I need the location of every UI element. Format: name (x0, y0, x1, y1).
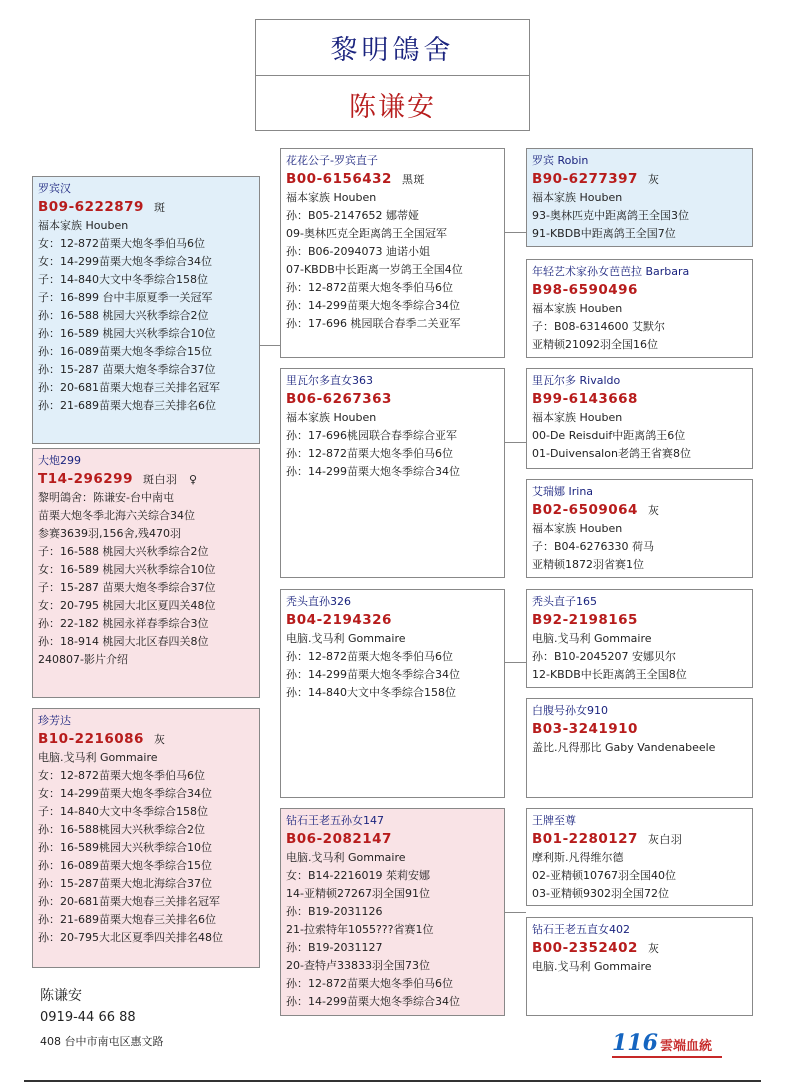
pedigree-line: 女：12-872苗栗大炮冬季伯马6位 (38, 237, 205, 250)
pigeon-name: 里瓦尔多 Rivaldo (532, 374, 621, 387)
pedigree-line: 孙：12-872苗栗大炮冬季伯马6位 (286, 447, 453, 460)
pedigree-line: 电脑.戈马利 Gommaire (286, 851, 406, 864)
pedigree-line: 子：B04-6276330 荷马 (532, 540, 654, 553)
pigeon-name: 大炮299 (38, 454, 81, 467)
pedigree-line: 子：16-588 桃园大兴秋季综合2位 (38, 545, 209, 558)
footer-name: 陈谦安 (40, 988, 82, 1004)
pedigree-line: 孙：20-681苗栗大炮春三关排名冠军 (38, 381, 220, 394)
logo-text: 雲端血統 (659, 1039, 712, 1054)
pedigree-line: 黎明鴿舍：陈谦安-台中南屯 (38, 491, 174, 504)
connector (505, 912, 526, 913)
pedigree-line: 孙：16-589 桃园大兴秋季综合10位 (38, 327, 216, 340)
loft-name: 黎明鴿舍 (256, 20, 529, 76)
pedigree-line: 09-奥林匹克全距离鸽王全国冠军 (286, 227, 447, 240)
ring-number: B04-2194326 (286, 612, 392, 628)
pedigree-line: 14-亚精顿27267羽全国91位 (286, 887, 430, 900)
divider (24, 1080, 761, 1082)
pedigree-line: 240807-影片介绍 (38, 653, 128, 666)
pedigree-header (255, 19, 530, 131)
pedigree-line: 孙：16-588 桃园大兴秋季综合2位 (38, 309, 209, 322)
pedigree-line: 孙：17-696桃园联合春季综合亚军 (286, 429, 457, 442)
pedigree-line: 盖比.凡得那比 Gaby Vandenabeele (532, 741, 716, 754)
pedigree-line: 福本家族 Houben (38, 219, 129, 232)
pedigree-subject (32, 448, 260, 698)
pedigree-line: 子：14-840大文中冬季综合158位 (38, 805, 208, 818)
connector (259, 345, 280, 346)
footer-address: 408 台中市南屯区惠文路 (40, 1035, 164, 1048)
pedigree-line: 02-亚精顿10767羽全国40位 (532, 869, 676, 882)
pedigree-line: 福本家族 Houben (532, 191, 623, 204)
pedigree-line: 孙：17-696 桃园联合春季二关亚军 (286, 317, 461, 330)
pedigree-line: 女：B14-2216019 茱莉安娜 (286, 869, 430, 882)
pedigree-line: 孙：14-299苗栗大炮冬季综合34位 (286, 465, 460, 478)
logo-number: 116 (612, 1030, 658, 1056)
pedigree-ancestor (526, 589, 753, 688)
pedigree-line: 孙：16-089苗栗大炮冬季综合15位 (38, 859, 212, 872)
pedigree-line: 孙：B10-2045207 安娜贝尔 (532, 650, 676, 663)
pedigree-line: 孙：14-299苗栗大炮冬季综合34位 (286, 995, 460, 1008)
pedigree-line: 电脑.戈马利 Gommaire (38, 751, 158, 764)
pigeon-name: 年轻艺术家孙女芭芭拉 Barbara (532, 265, 690, 278)
ring-number: B90-6277397 (532, 171, 638, 187)
pigeon-color: 灰白羽 (647, 833, 683, 846)
pedigree-line: 孙：16-589桃园大兴秋季综合10位 (38, 841, 212, 854)
ring-number: B06-2082147 (286, 831, 392, 847)
pedigree-line: 孙：14-840大文中冬季综合158位 (286, 686, 456, 699)
site-logo (612, 1030, 712, 1056)
pedigree-line: 子：15-287 苗栗大炮冬季综合37位 (38, 581, 216, 594)
ring-number: B00-2352402 (532, 940, 638, 956)
pigeon-name: 花花公子-罗宾直子 (286, 154, 378, 167)
pedigree-line: 孙：12-872苗栗大炮冬季伯马6位 (286, 977, 453, 990)
pigeon-name: 罗宾 Robin (532, 154, 589, 167)
pedigree-line: 孙：B06-2094073 迪诺小姐 (286, 245, 430, 258)
pedigree-line: 孙：B19-2031127 (286, 941, 383, 954)
pedigree-line: 12-KBDB中长距离鸽王全国8位 (532, 668, 687, 681)
pigeon-name: 秃头直子165 (532, 595, 597, 608)
pigeon-color: 灰 (647, 504, 660, 517)
pedigree-grandsire (280, 589, 505, 798)
pedigree-line: 女：12-872苗栗大炮冬季伯马6位 (38, 769, 205, 782)
connector (505, 442, 526, 443)
owner-name: 陈谦安 (349, 91, 436, 123)
pedigree-line: 电脑.戈马利 Gommaire (532, 960, 652, 973)
pedigree-line: 孙：15-287 苗栗大炮冬季综合37位 (38, 363, 216, 376)
ring-number: B10-2216086 (38, 731, 144, 747)
pedigree-line: 孙：21-689苗栗大炮春三关排名6位 (38, 913, 216, 926)
connector (505, 232, 526, 233)
pedigree-dam (32, 708, 260, 968)
pedigree-ancestor (526, 698, 753, 798)
pedigree-line: 子：16-899 台中丰原夏季一关冠军 (38, 291, 213, 304)
pedigree-sire (32, 176, 260, 444)
pedigree-line: 孙：22-182 桃园永祥春季综合3位 (38, 617, 209, 630)
pedigree-line: 亚精顿21092羽全国16位 (532, 338, 658, 351)
pigeon-color: 斑 (153, 201, 166, 214)
pedigree-ancestor (526, 259, 753, 358)
ring-number: B92-2198165 (532, 612, 638, 628)
pedigree-line: 孙：B05-2147652 娜蒂娅 (286, 209, 419, 222)
ring-number: B01-2280127 (532, 831, 638, 847)
pedigree-line: 女：20-795 桃园大北区夏四关48位 (38, 599, 216, 612)
pedigree-line: 00-De Reisduif中距离鸽王6位 (532, 429, 686, 442)
ring-number: B06-6267363 (286, 391, 392, 407)
pigeon-name: 白腹号孙女910 (532, 704, 608, 717)
pedigree-line: 福本家族 Houben (532, 411, 623, 424)
pigeon-color: 黑斑 (401, 173, 425, 186)
pedigree-line: 电脑.戈马利 Gommaire (286, 632, 406, 645)
pigeon-name: 秃头直孙326 (286, 595, 351, 608)
pedigree-line: 孙：B19-2031126 (286, 905, 383, 918)
pigeon-name: 罗宾汉 (38, 182, 71, 195)
ring-number: B00-6156432 (286, 171, 392, 187)
pedigree-line: 孙：20-681苗栗大炮春三关排名冠军 (38, 895, 220, 908)
pedigree-line: 子：14-840大文中冬季综合158位 (38, 273, 208, 286)
pigeon-name: 王牌至尊 (532, 814, 576, 827)
pedigree-line: 孙：18-914 桃园大北区春四关8位 (38, 635, 209, 648)
pedigree-line: 电脑.戈马利 Gommaire (532, 632, 652, 645)
pedigree-granddam (280, 808, 505, 1016)
ring-number: B02-6509064 (532, 502, 638, 518)
pedigree-line: 福本家族 Houben (286, 411, 377, 424)
pigeon-color: 灰 (647, 173, 660, 186)
pedigree-line: 摩利斯.凡得维尔德 (532, 851, 624, 864)
pedigree-line: 孙：21-689苗栗大炮春三关排名6位 (38, 399, 216, 412)
pedigree-line: 福本家族 Houben (532, 522, 623, 535)
ring-number: T14-296299 (38, 471, 133, 487)
pigeon-name: 艾瑞娜 Irina (532, 485, 594, 498)
pedigree-line: 福本家族 Houben (532, 302, 623, 315)
pedigree-line: 93-奥林匹克中距离鸽王全国3位 (532, 209, 689, 222)
pigeon-name: 钻石王老五孙女147 (286, 814, 384, 827)
pedigree-line: 07-KBDB中长距离一岁鸽王全国4位 (286, 263, 463, 276)
pedigree-line: 孙：16-588桃园大兴秋季综合2位 (38, 823, 205, 836)
ring-number: B09-6222879 (38, 199, 144, 215)
pedigree-line: 女：14-299苗栗大炮冬季综合34位 (38, 787, 212, 800)
pedigree-ancestor (526, 808, 753, 906)
ring-number: B98-6590496 (532, 282, 638, 298)
pedigree-line: 孙：12-872苗栗大炮冬季伯马6位 (286, 650, 453, 663)
pedigree-line: 03-亚精顿9302羽全国72位 (532, 887, 669, 900)
pedigree-ancestor (526, 917, 753, 1016)
pigeon-name: 里瓦尔多直女363 (286, 374, 373, 387)
pigeon-name: 珍芳达 (38, 714, 71, 727)
pigeon-color: 灰 (153, 733, 166, 746)
pedigree-line: 女：14-299苗栗大炮冬季综合34位 (38, 255, 212, 268)
pedigree-line: 20-查特卢33833羽全国73位 (286, 959, 430, 972)
pedigree-line: 21-拉索特年1055???省赛1位 (286, 923, 434, 936)
pedigree-line: 孙：16-089苗栗大炮冬季综合15位 (38, 345, 212, 358)
pedigree-line: 孙：14-299苗栗大炮冬季综合34位 (286, 299, 460, 312)
ring-number: B99-6143668 (532, 391, 638, 407)
pedigree-line: 01-Duivensalon老鸽王省赛8位 (532, 447, 691, 460)
pedigree-line: 91-KBDB中距离鸽王全国7位 (532, 227, 676, 240)
pedigree-line: 孙：14-299苗栗大炮冬季综合34位 (286, 668, 460, 681)
footer-phone: 0919-44 66 88 (40, 1010, 136, 1025)
pedigree-line: 孙：15-287苗栗大炮北海综合37位 (38, 877, 212, 890)
ring-number: B03-3241910 (532, 721, 638, 737)
pigeon-color: 灰 (647, 942, 660, 955)
pedigree-line: 子：B08-6314600 艾默尔 (532, 320, 665, 333)
pigeon-name: 钻石王老五直女402 (532, 923, 630, 936)
pedigree-line: 女：16-589 桃园大兴秋季综合10位 (38, 563, 216, 576)
pedigree-ancestor (526, 148, 753, 247)
pedigree-ancestor (526, 479, 753, 578)
pedigree-grandsire (280, 148, 505, 358)
pedigree-line: 孙：20-795大北区夏季四关排名48位 (38, 931, 223, 944)
connector (505, 662, 526, 663)
pedigree-line: 亚精顿1872羽省赛1位 (532, 558, 644, 571)
pedigree-granddam (280, 368, 505, 578)
pedigree-line: 苗栗大炮冬季北海六关综合34位 (38, 509, 195, 522)
pigeon-color: 斑白羽 ♀ (142, 473, 198, 486)
pedigree-ancestor (526, 368, 753, 469)
pedigree-line: 孙：12-872苗栗大炮冬季伯马6位 (286, 281, 453, 294)
pedigree-line: 参赛3639羽,156舍,残470羽 (38, 527, 181, 540)
pedigree-line: 福本家族 Houben (286, 191, 377, 204)
